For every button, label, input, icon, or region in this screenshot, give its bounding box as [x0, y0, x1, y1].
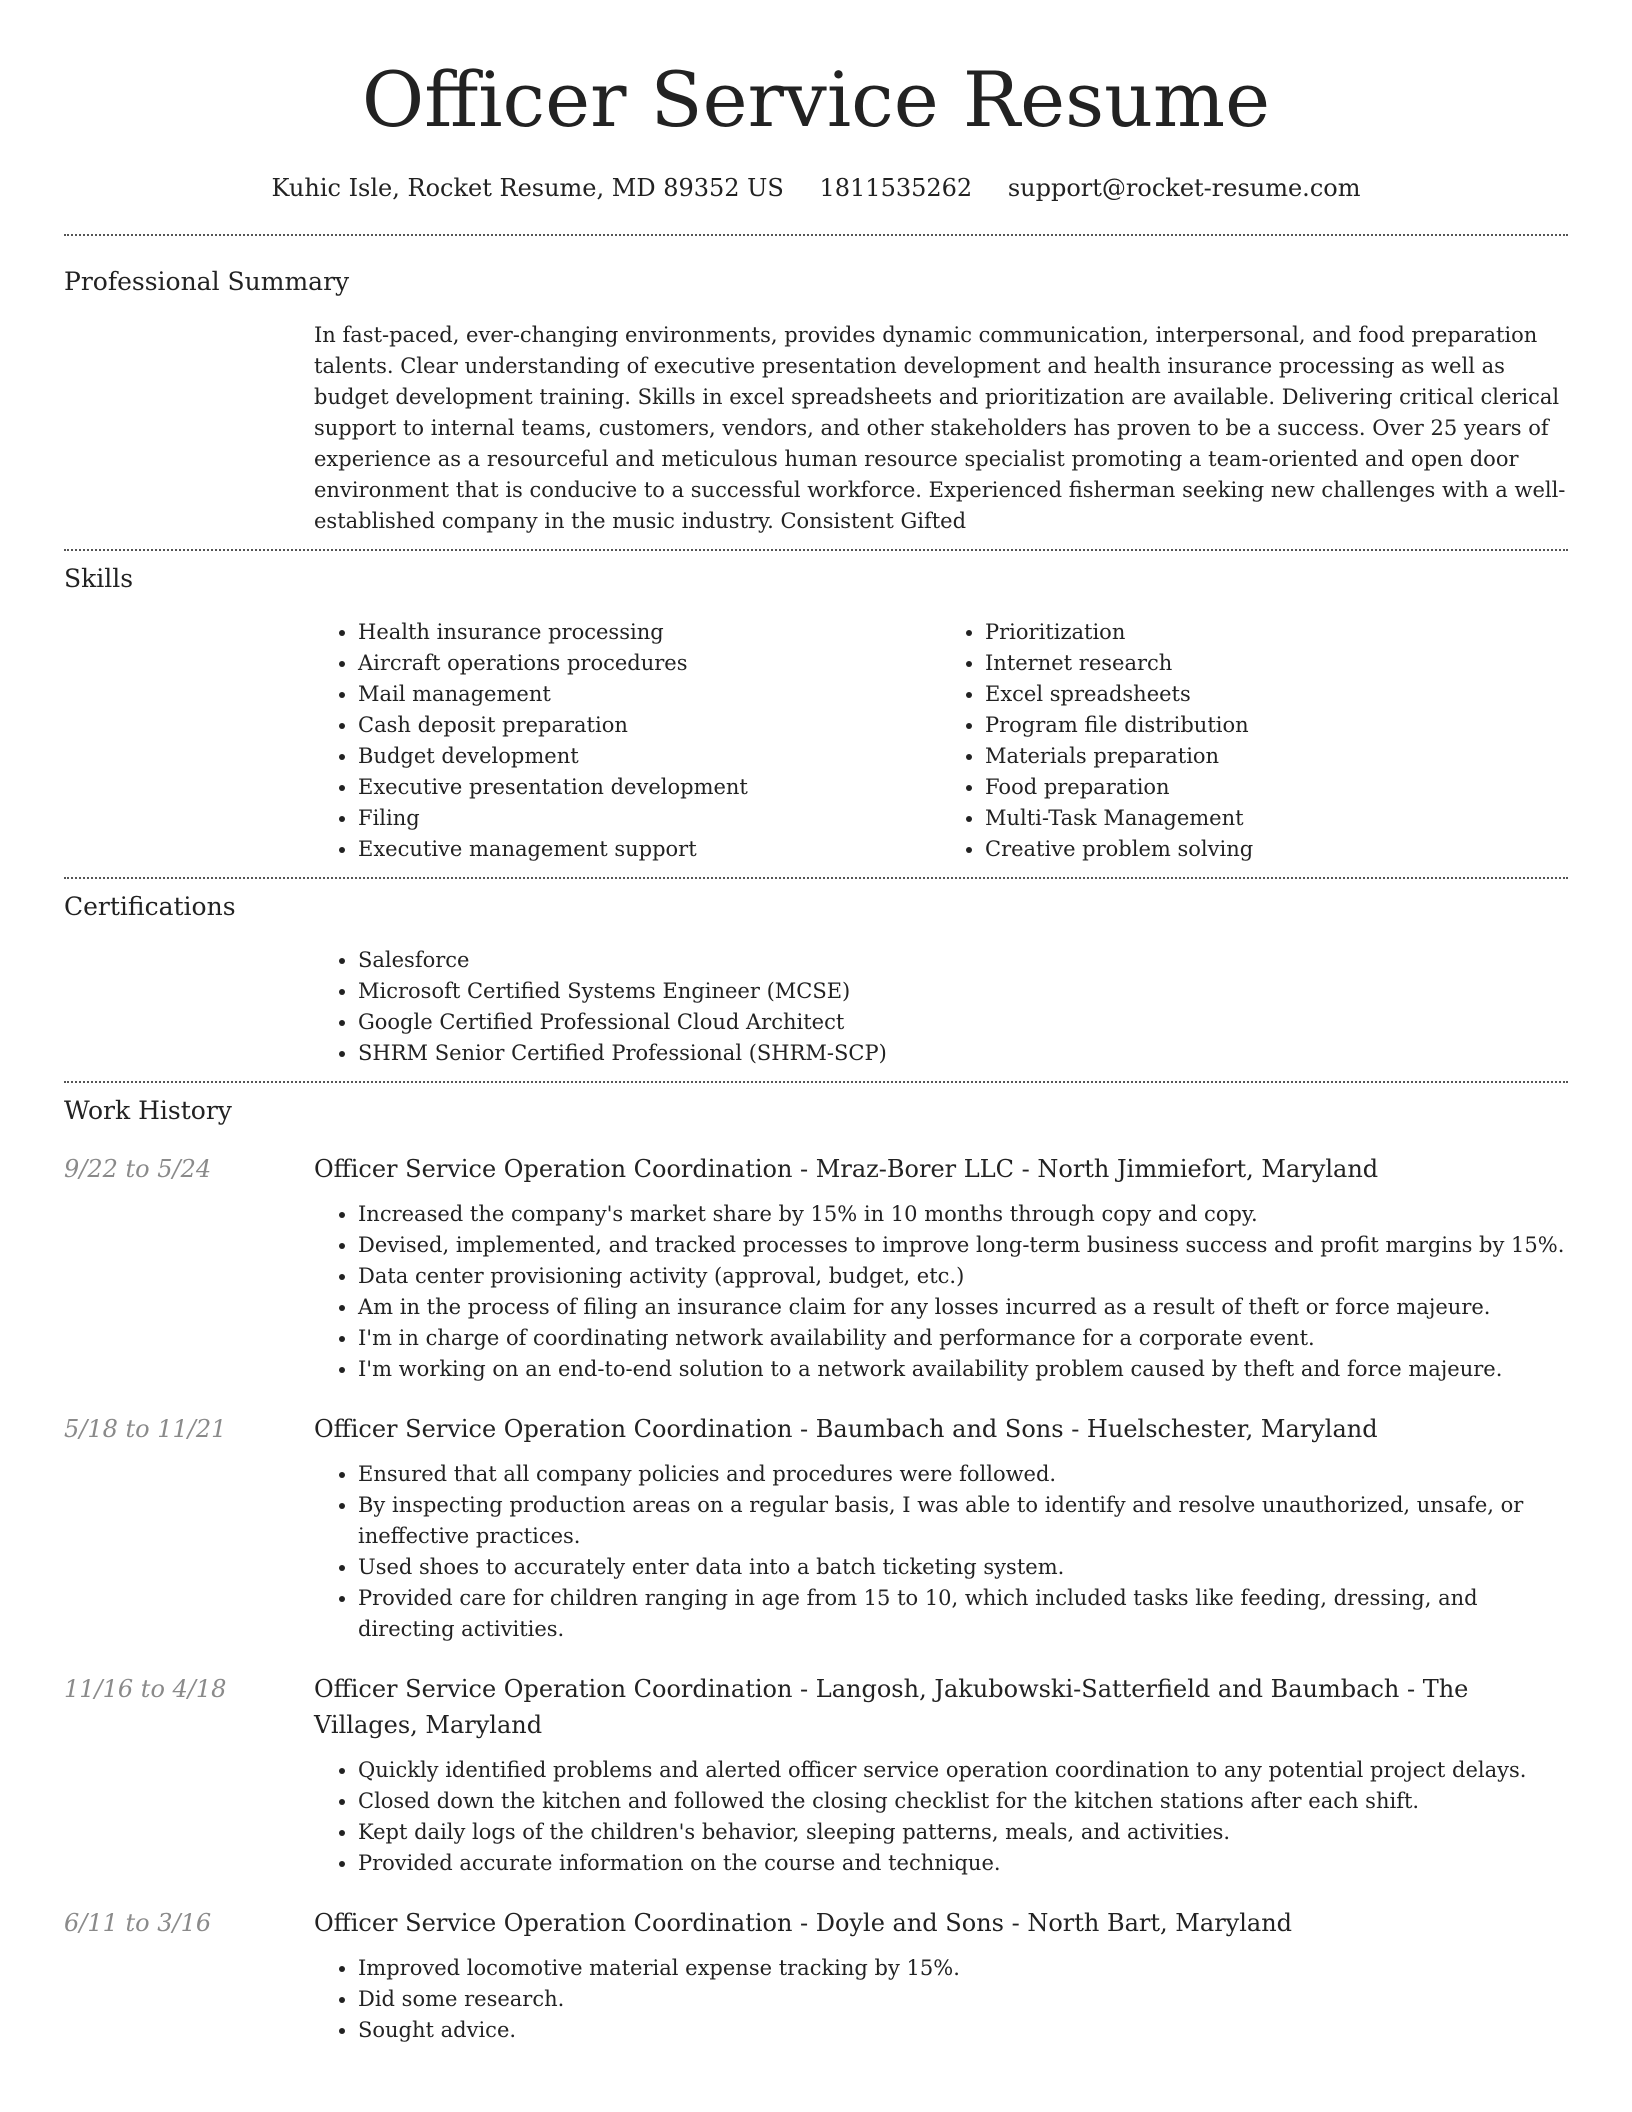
- summary-text: In fast-paced, ever-changing environments, provides dynamic communication, interpersonal, and food preparation talents. Clear understanding of executive presentation development and health insurance processing as well as budget development training. Skills in excel spreadsheets and prioritization are available. Delivering critical clerical support to internal teams, customers, vendors, and other stakeholders has proven to be a success. Over 25 years of experience as a resourceful and meticulous human resource specialist promoting a team-oriented and open door environment that is conducive to a successful workforce. Experienced fisherman seeking new challenges with a well-established company in the music industry. Consistent Gifted: [314, 323, 1566, 533]
- certifications-heading: Certifications: [64, 892, 236, 921]
- skill-item: • Health insurance processing: [358, 617, 941, 648]
- certifications-list: [314, 945, 1568, 1069]
- certifications-section: [64, 879, 1568, 1081]
- skill-item: • Aircraft operations procedures: [358, 648, 941, 679]
- job-bullet: • Closed down the kitchen and followed the closing checklist for the kitchen stations after each shift.: [358, 1786, 1568, 1817]
- skill-item: • Multi-Task Management: [985, 803, 1568, 834]
- skill-item: • Materials preparation: [985, 741, 1568, 772]
- skill-item: • Internet research: [985, 648, 1568, 679]
- skill-item: • Creative problem solving: [985, 834, 1568, 865]
- job-bullet: • Did some research.: [358, 1984, 1568, 2015]
- contact-line: [64, 172, 1568, 204]
- job-bullets: [314, 1199, 1568, 1385]
- resume-header: [64, 0, 1568, 204]
- summary-heading: Professional Summary: [64, 267, 350, 296]
- job-bullet: • Am in the process of filing an insurance claim for any losses incurred as a result of theft or force majeure.: [358, 1292, 1568, 1323]
- job-entry: [64, 1151, 1568, 1385]
- job-dates: 5/18 to 11/21: [64, 1415, 227, 1443]
- job-bullets: [314, 1953, 1568, 2046]
- certification-item: • Google Certified Professional Cloud Architect: [358, 1007, 1568, 1038]
- summary-section: [64, 236, 1568, 549]
- job-entry: [64, 1411, 1568, 1645]
- job-title: Officer Service Operation Coordination - Langosh, Jakubowski-Satterfield and Baumbach - The Villages, Maryland: [314, 1675, 1469, 1739]
- job-bullet: • Improved locomotive material expense tracking by 15%.: [358, 1953, 1568, 1984]
- job-bullet: • Ensured that all company policies and procedures were followed.: [358, 1459, 1568, 1490]
- job-bullet: • Quickly identified problems and alerted officer service operation coordination to any potential project delays.: [358, 1755, 1568, 1786]
- skill-item: • Budget development: [358, 741, 941, 772]
- job-title: Officer Service Operation Coordination - Mraz-Borer LLC - North Jimmiefort, Maryland: [314, 1155, 1379, 1183]
- job-entry: [64, 1671, 1568, 1879]
- resume-title: Officer Service Resume: [361, 55, 1271, 144]
- skill-item: • Mail management: [358, 679, 941, 710]
- job-bullet: • Provided accurate information on the course and technique.: [358, 1848, 1568, 1879]
- summary-content: [314, 320, 1568, 537]
- job-bullet: • Data center provisioning activity (approval, budget, etc.): [358, 1261, 1568, 1292]
- job-body: [314, 1151, 1568, 1385]
- job-dates: 6/11 to 3/16: [64, 1909, 212, 1937]
- skill-item: • Prioritization: [985, 617, 1568, 648]
- skill-item: • Cash deposit preparation: [358, 710, 941, 741]
- job-title: Officer Service Operation Coordination - Doyle and Sons - North Bart, Maryland: [314, 1909, 1293, 1937]
- job-entry: [64, 1905, 1568, 2046]
- skills-list-left: [314, 617, 941, 865]
- job-body: [314, 1411, 1568, 1645]
- work-history-section: [64, 1083, 1568, 2046]
- skill-item: • Program file distribution: [985, 710, 1568, 741]
- job-bullet: • Sought advice.: [358, 2015, 1568, 2046]
- job-body: [314, 1671, 1568, 1879]
- certification-item: • Salesforce: [358, 945, 1568, 976]
- skills-heading: Skills: [64, 564, 134, 593]
- skill-item: • Excel spreadsheets: [985, 679, 1568, 710]
- job-bullet: • Kept daily logs of the children's behavior, sleeping patterns, meals, and activities.: [358, 1817, 1568, 1848]
- contact-phone: 1811535262: [819, 174, 973, 202]
- skill-item: • Executive management support: [358, 834, 941, 865]
- job-bullet: • Provided care for children ranging in age from 15 to 10, which included tasks like feeding, dressing, and directing activities.: [358, 1583, 1568, 1645]
- contact-email: support@rocket-resume.com: [1007, 174, 1361, 202]
- skills-section: [64, 551, 1568, 877]
- job-bullet: • I'm working on an end-to-end solution to a network availability problem caused by theft and force majeure.: [358, 1354, 1568, 1385]
- certification-item: • Microsoft Certified Systems Engineer (MCSE): [358, 976, 1568, 1007]
- job-bullet: • Devised, implemented, and tracked processes to improve long-term business success and profit margins by 15%.: [358, 1230, 1568, 1261]
- skill-item: • Food preparation: [985, 772, 1568, 803]
- skills-list-right: [941, 617, 1568, 865]
- contact-address: Kuhic Isle, Rocket Resume, MD 89352 US: [271, 174, 784, 202]
- job-bullet: • Used shoes to accurately enter data into a batch ticketing system.: [358, 1552, 1568, 1583]
- job-title: Officer Service Operation Coordination - Baumbach and Sons - Huelschester, Maryland: [314, 1415, 1378, 1443]
- certification-item: • SHRM Senior Certified Professional (SHRM-SCP): [358, 1038, 1568, 1069]
- job-bullet: • I'm in charge of coordinating network availability and performance for a corporate event.: [358, 1323, 1568, 1354]
- job-dates: 9/22 to 5/24: [64, 1155, 212, 1183]
- skill-item: • Executive presentation development: [358, 772, 941, 803]
- job-body: [314, 1905, 1568, 2046]
- job-bullet: • By inspecting production areas on a regular basis, I was able to identify and resolve unauthorized, unsafe, or ineffective practices.: [358, 1490, 1568, 1552]
- work-history-heading: Work History: [64, 1096, 232, 1125]
- job-bullets: [314, 1459, 1568, 1645]
- job-bullet: • Increased the company's market share by 15% in 10 months through copy and copy.: [358, 1199, 1568, 1230]
- certifications-content: [314, 945, 1568, 1069]
- skill-item: • Filing: [358, 803, 941, 834]
- job-dates: 11/16 to 4/18: [64, 1675, 227, 1703]
- job-bullets: [314, 1755, 1568, 1879]
- skills-grid: [314, 617, 1568, 865]
